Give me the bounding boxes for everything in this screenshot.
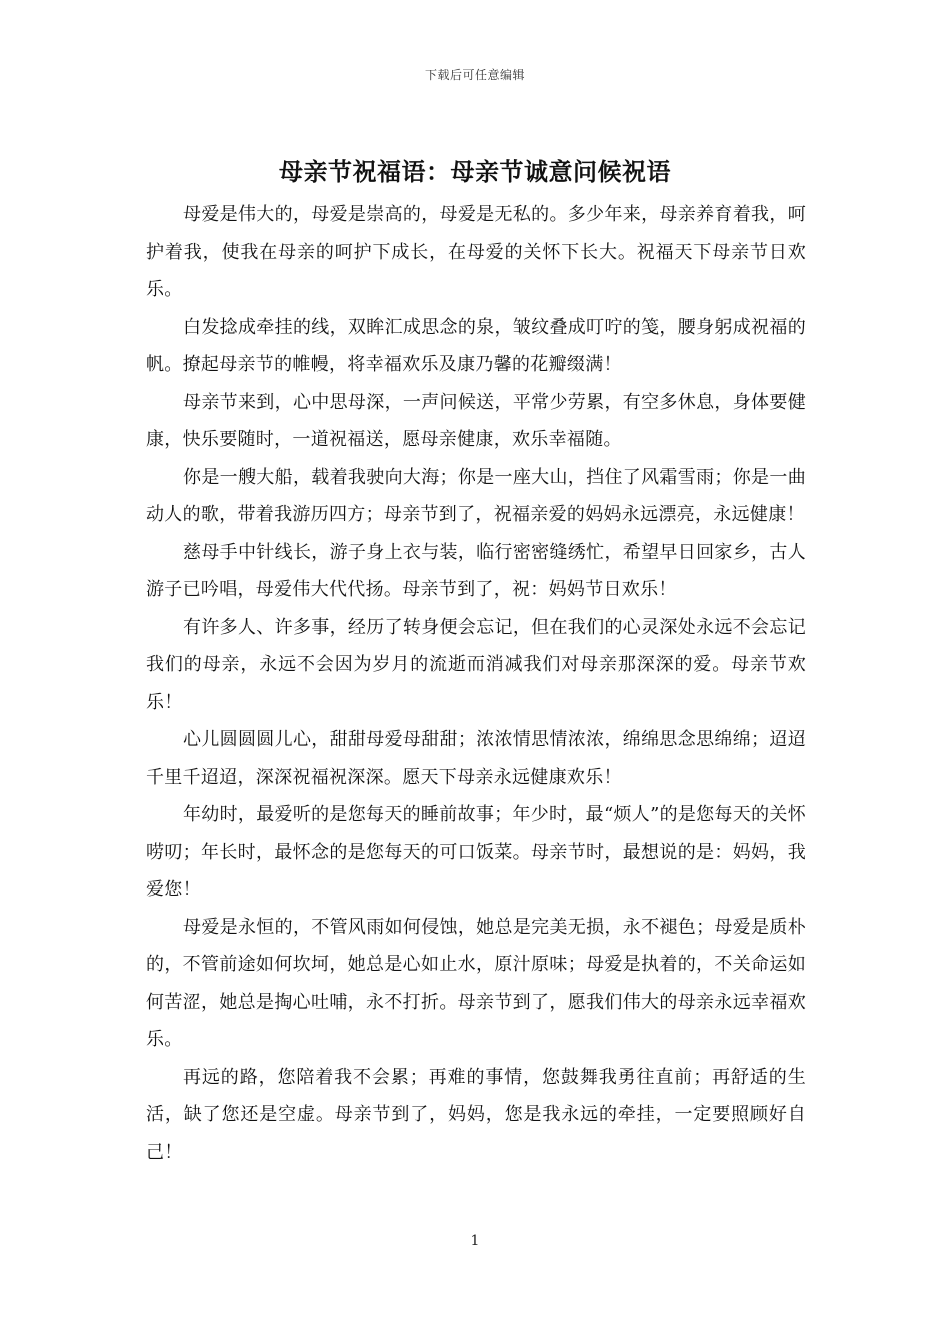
paragraph-6: 有许多人、许多事，经历了转身便会忘记，但在我们的心灵深处永远不会忘记我们的母亲，永远不会因为岁月的流逝而消减我们对母亲那深深的爱。母亲节欢乐！ — [146, 616, 806, 713]
paragraph-5: 慈母手中针线长，游子身上衣与装，临行密密缝绣忙，希望早日回家乡，古人游子已吟唱，母爱伟大代代扬。母亲节到了，祝：妈妈节日欢乐！ — [146, 541, 806, 600]
header-note: 下载后可任意编辑 — [424, 68, 525, 82]
paragraph-1: 母爱是伟大的，母爱是崇高的，母爱是无私的。多少年来，母亲养育着我，呵护着我，使我在母亲的呵护下成长，在母爱的关怀下长大。祝福天下母亲节日欢乐。 — [146, 204, 806, 300]
paragraph-8: 年幼时，最爱听的是您每天的睡前故事；年少时，最“烦人”的是您每天的关怀唠叨；年长时，最怀念的是您每天的可口饭菜。母亲节时，最想说的是：妈妈，我爱您！ — [146, 804, 806, 900]
paragraph-2: 白发捻成牵挂的线，双眸汇成思念的泉，皱纹叠成叮咛的笺，腰身躬成祝福的帆。撩起母亲节的帷幔，将幸福欢乐及康乃馨的花瓣缀满！ — [146, 316, 806, 375]
paragraph-4: 你是一艘大船，载着我驶向大海；你是一座大山，挡住了风霜雪雨；你是一曲动人的歌，带着我游历四方；母亲节到了，祝福亲爱的妈妈永远漂亮，永远健康！ — [146, 466, 806, 525]
paragraph-9: 母爱是永恒的，不管风雨如何侵蚀，她总是完美无损，永不褪色；母爱是质朴的，不管前途如何坎坷，她总是心如止水，原汁原味；母爱是执着的，不关命运如何苦涩，她总是掏心吐哺，永不打折。母亲节到了，愿我们伟大的母亲永远幸福欢乐。 — [146, 916, 806, 1050]
paragraph-3: 母亲节来到，心中思母深，一声问候送，平常少劳累，有空多休息，身体要健康，快乐要随时，一道祝福送，愿母亲健康，欢乐幸福随。 — [146, 391, 806, 450]
page-number: 1 — [470, 1233, 480, 1249]
paragraph-7: 心儿圆圆圆儿心，甜甜母爱母甜甜；浓浓情思情浓浓，绵绵思念思绵绵；迢迢千里千迢迢，深深祝福祝深深。愿天下母亲永远健康欢乐！ — [146, 729, 806, 788]
paragraph-10: 再远的路，您陪着我不会累；再难的事情，您鼓舞我勇往直前；再舒适的生活，缺了您还是空虚。母亲节到了，妈妈，您是我永远的牵挂，一定要照顾好自己！ — [146, 1066, 806, 1163]
document-body — [146, 196, 806, 1171]
document-title: 母亲节祝福语：母亲节诚意问候祝语 — [279, 157, 671, 186]
